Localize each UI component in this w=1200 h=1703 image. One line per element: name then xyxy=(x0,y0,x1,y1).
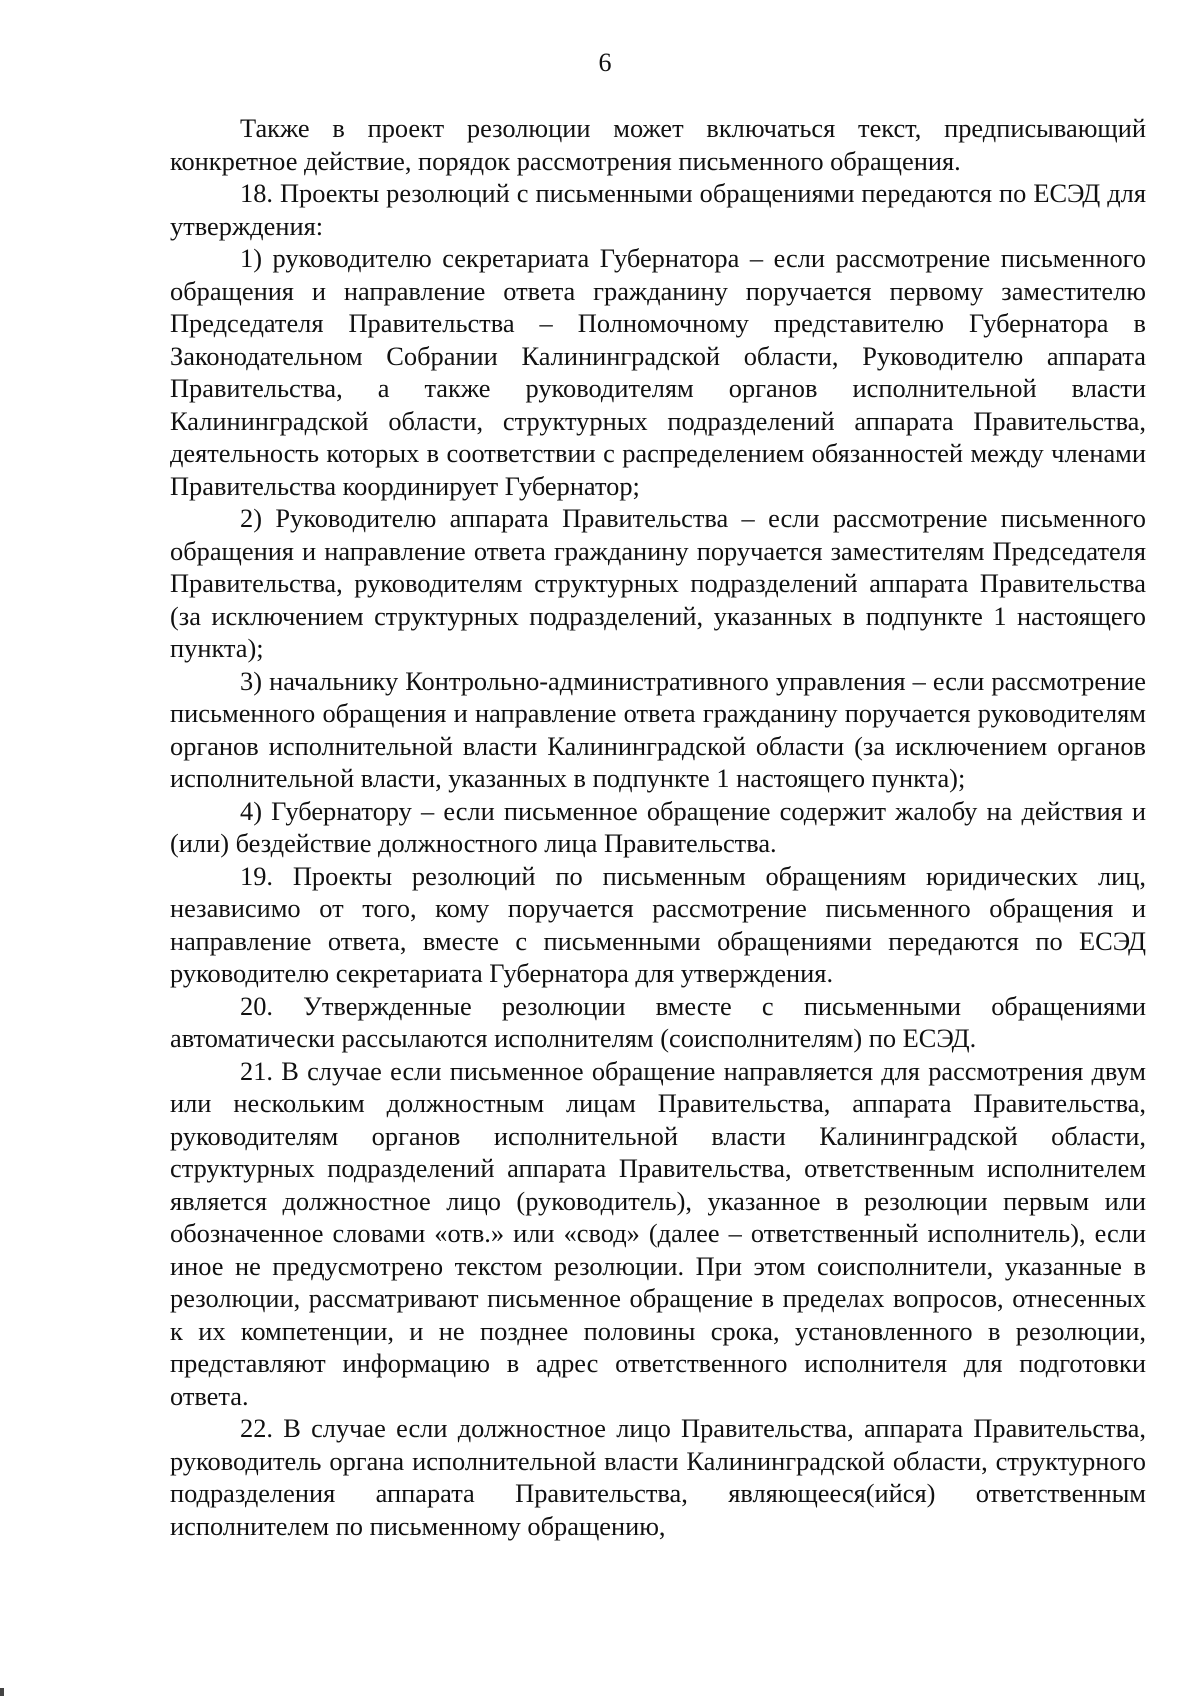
paragraph-intro-resolution-text: Также в проект резолюции может включаться текст, предписывающий конкретное действие, порядок рассмотрения письменного обращения. xyxy=(170,113,1146,176)
document-body xyxy=(170,112,1146,1542)
paragraph-subitem-4: 4) Губернатору – если письменное обращение содержит жалобу на действия и (или) бездействие должностного лица Правительства. xyxy=(170,795,1146,858)
paragraph-item-19: 19. Проекты резолюций по письменным обращениям юридических лиц, независимо от того, кому поручается рассмотрение письменного обращения и направление ответа, вместе с письменными обращениями передаются по ЕСЭД руководителю секретариата Губернатора для утверждения. xyxy=(170,860,1146,988)
paragraph-item-18: 18. Проекты резолюций с письменными обращениями передаются по ЕСЭД для утверждения: xyxy=(170,178,1146,241)
paragraph-item-22: 22. В случае если должностное лицо Правительства, аппарата Правительства, руководитель органа исполнительной власти Калининградской области, структурного подразделения аппарата Правительства, являющееся(ийся) ответственным исполнителем по письменному обращению, xyxy=(170,1413,1146,1541)
paragraph-item-21: 21. В случае если письменное обращение направляется для рассмотрения двум или нескольким должностным лицам Правительства, аппарата Правительства, руководителям органов исполнительной власти Калининградской области, структурных подразделений аппарата Правительства, ответственным исполнителем является должностное лицо (руководитель), указанное в резолюции первым или обозначенное словами «отв.» или «свод» (далее – ответственный исполнитель), если иное не предусмотрено текстом резолюции. При этом соисполнители, указанные в резолюции, рассматривают письменное обращение в пределах вопросов, отнесенных к их компетенции, и не позднее половины срока, установленного в резолюции, представляют информацию в адрес ответственного исполнителя для подготовки ответа. xyxy=(170,1055,1146,1411)
paragraph-subitem-2: 2) Руководителю аппарата Правительства – если рассмотрение письменного обращения и направление ответа гражданину поручается заместителям Председателя Правительства, руководителям структурных подразделений аппарата Правительства (за исключением структурных подразделений, указанных в подпункте 1 настоящего пункта); xyxy=(170,503,1146,663)
page-number: 6 xyxy=(598,48,612,77)
paragraph-subitem-1: 1) руководителю секретариата Губернатора – если рассмотрение письменного обращения и направление ответа гражданину поручается первому заместителю Председателя Правительства – Полномочному представителю Губернатора в Законодательном Собрании Калининградской области, Руководителю аппарата Правительства, а также руководителям органов исполнительной власти Калининградской области, структурных подразделений аппарата Правительства, деятельность которых в соответствии с распределением обязанностей между членами Правительства координирует Губернатор; xyxy=(170,243,1146,501)
paragraph-subitem-3: 3) начальнику Контрольно-административного управления – если рассмотрение письменного обращения и направление ответа гражданину поручается руководителям органов исполнительной власти Калининградской области (за исключением органов исполнительной власти, указанных в подпункте 1 настоящего пункта); xyxy=(170,665,1146,793)
scan-edge-mark xyxy=(0,1688,4,1696)
paragraph-item-20: 20. Утвержденные резолюции вместе с письменными обращениями автоматически рассылаются исполнителям (соисполнителям) по ЕСЭД. xyxy=(170,990,1146,1053)
